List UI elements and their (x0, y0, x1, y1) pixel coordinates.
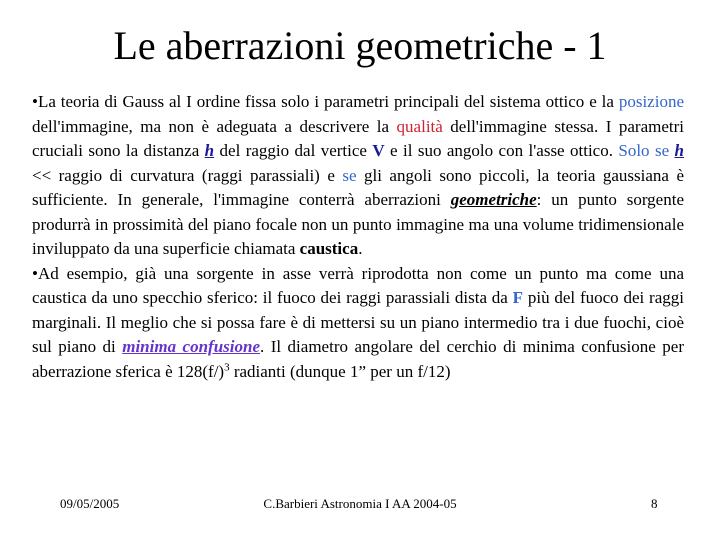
text-segment: dell'immagine stessa. I parametri cruciali sono la distanza (32, 116, 684, 160)
text-segment: << raggio di curvatura (raggi parassiali) e (32, 165, 343, 185)
paragraph-gauss-theory (32, 90, 684, 262)
text-segment: gli angoli sono piccoli, la teoria gaussiana è sufficiente. In generale, l'immagine conterrà aberrazioni (32, 165, 684, 209)
text-segment: : un punto sorgente produrrà in prossimità del piano focale non un punto immagine ma una volume tridimensionale inviluppato da una superficie chiamata (32, 190, 684, 258)
highlight-qualita: qualità (396, 116, 443, 136)
text-segment: . (358, 239, 363, 258)
footer-date: 09/05/2005 (60, 496, 120, 511)
paragraph-example (32, 262, 684, 385)
term-geometriche: geometriche (450, 190, 537, 209)
text-segment: •Ad esempio, già una sorgente in asse verrà riprodotta non come un punto ma come una caustica da uno specchio sferico: il fuoco dei raggi parassiali dista da (32, 263, 684, 307)
term-caustica: caustica (299, 239, 359, 258)
page-number: 8 (651, 496, 658, 511)
footer-author: C.Barbieri Astronomia I AA 2004-05 (263, 496, 457, 511)
exponent: 3 (224, 360, 230, 373)
symbol-v: V (372, 141, 385, 160)
highlight-solo-se: Solo se (618, 141, 670, 160)
symbol-h: h (204, 141, 215, 160)
symbol-f: F (512, 288, 524, 307)
text-segment: dell'immagine, ma non è adeguata a descrivere la (32, 116, 397, 136)
text-segment: •La teoria di Gauss al I ordine fissa solo i parametri principali del sistema ottico e la (32, 92, 619, 111)
text-segment: e il suo angolo con l'asse ottico. (384, 141, 619, 160)
slide-body (32, 90, 684, 384)
text-segment: del raggio dal vertice (214, 141, 373, 160)
highlight-se: se (342, 165, 357, 185)
text-segment: radianti (dunque 1” per un f/12) (229, 361, 451, 381)
text-segment: . Il diametro angolare del cerchio di minima confusione per aberrazione sferica è 128(f/) (32, 337, 684, 381)
symbol-h: h (674, 141, 684, 160)
term-minima-confusione: minima confusione (122, 337, 260, 356)
slide-title: Le aberrazioni geometriche - 1 (113, 23, 607, 68)
text-segment: più del fuoco dei raggi marginali. Il meglio che si possa fare è di mettersi su un piano intermedio tra i due fuochi, cioè sul piano di (32, 288, 684, 356)
highlight-posizione: posizione (618, 92, 684, 111)
